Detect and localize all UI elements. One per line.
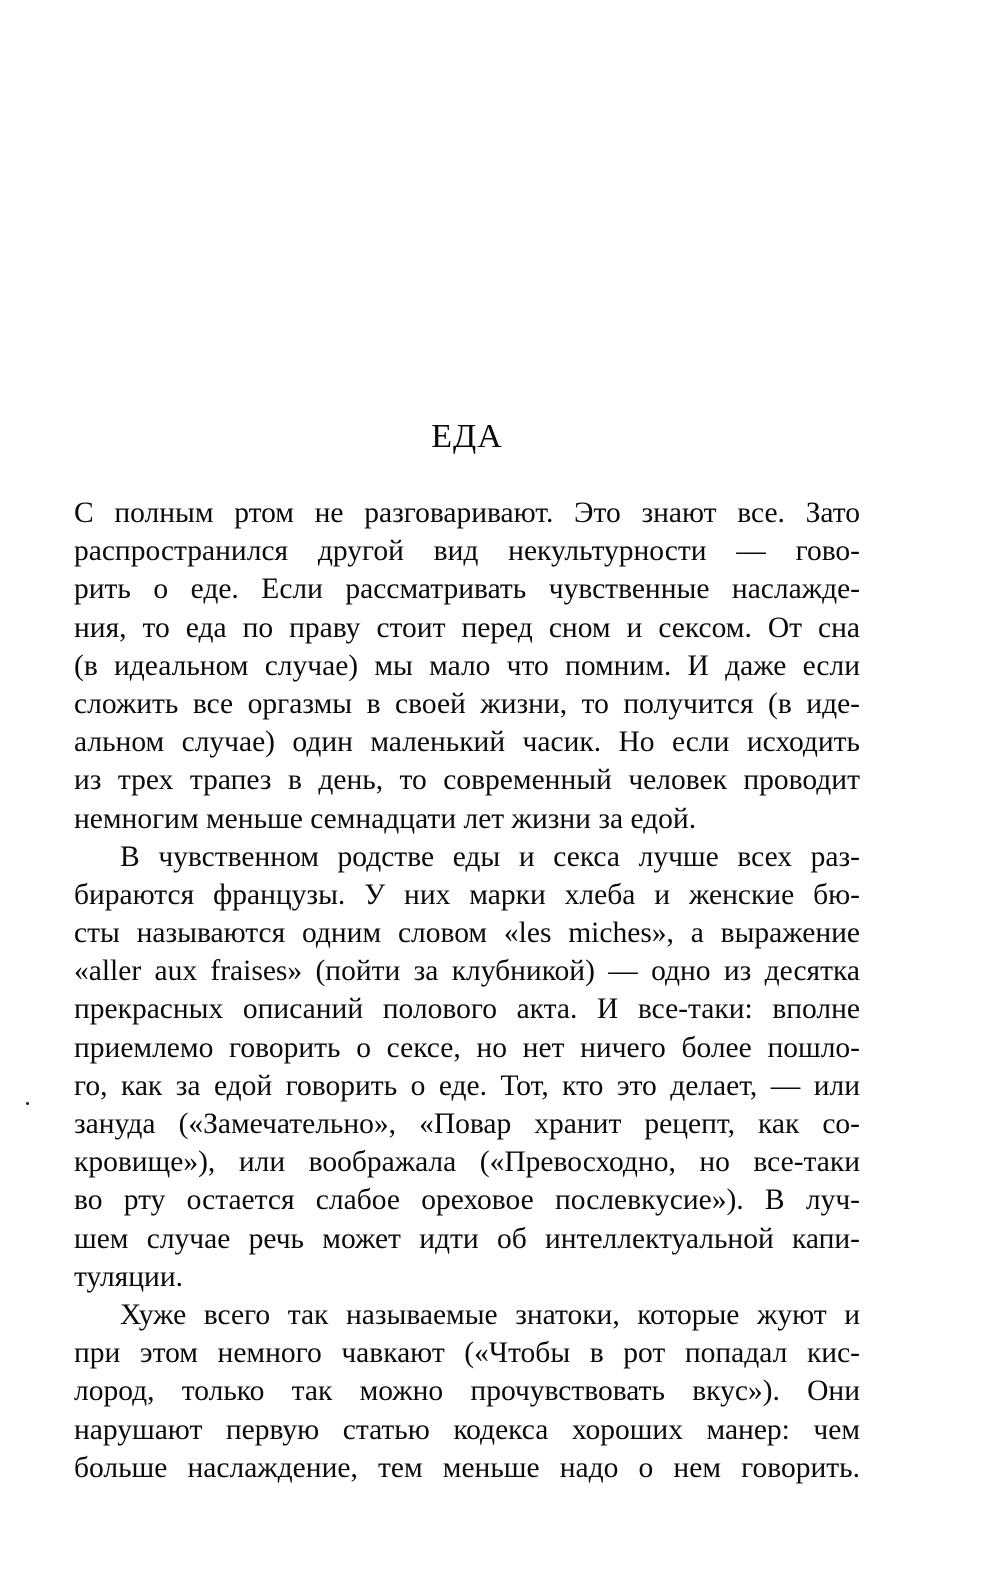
body-text xyxy=(74,494,860,1487)
paragraph-1-line: С полным ртом не разговаривают. Это знают все. Зато xyxy=(74,497,860,529)
paragraph-2-line: туляции. xyxy=(74,1260,183,1293)
paragraph-2-line: зануда («Замечательно», «Повар хранит рецепт, как со- xyxy=(74,1108,860,1140)
paragraph-2-line: «aller aux fraises» (пойти за клубникой) — одно из десятка xyxy=(74,955,860,988)
paragraph-3-line: Хуже всего так называемые знатоки, которые жуют и xyxy=(120,1298,860,1331)
paragraph-2-line: во рту остается слабое ореховое послевкусие»). В луч- xyxy=(74,1184,860,1217)
paragraph-1-line: немногим меньше семнадцати лет жизни за едой. xyxy=(74,802,697,835)
paragraph-1-line: распространился другой вид некультурности — гово- xyxy=(74,535,860,568)
chapter-title: ЕДА xyxy=(431,418,503,455)
paragraph-2-line: кровище»), или воображала («Превосходно, но все-таки xyxy=(74,1146,860,1179)
paragraph-3-line: больше наслаждение, тем меньше надо о нем говорить. xyxy=(74,1451,860,1484)
paragraph-3-line: лород, только так можно прочувствовать вкус»). Они xyxy=(74,1375,860,1408)
paragraph-1-line: рить о еде. Если рассматривать чувственные наслажде- xyxy=(74,573,860,606)
print-speck xyxy=(26,1102,29,1105)
paragraph-1-line: сложить все оргазмы в своей жизни, то получится (в иде- xyxy=(74,687,860,720)
paragraph-1-line: ния, то еда по праву стоит перед сном и сексом. От сна xyxy=(74,611,860,644)
book-page xyxy=(74,0,860,1590)
paragraph-1-line: из трех трапез в день, то современный человек проводит xyxy=(74,764,860,797)
paragraph-2-line: В чувственном родстве еды и секса лучше всех раз- xyxy=(120,840,860,873)
paragraph-2-line: го, как за едой говорить о еде. Тот, кто это делает, — или xyxy=(74,1069,860,1102)
paragraph-1-line: (в идеальном случае) мы мало что помним. И даже если xyxy=(74,649,860,682)
paragraph-2-line: бираются французы. У них марки хлеба и женские бю- xyxy=(74,878,860,911)
paragraph-3-line: при этом немного чавкают («Чтобы в рот попадал кис- xyxy=(74,1337,860,1370)
paragraph-1-line: альном случае) один маленький часик. Но если исходить xyxy=(74,726,860,759)
paragraph-2-line: прекрасных описаний полового акта. И все-таки: вполне xyxy=(74,993,860,1026)
paragraph-3-line: нарушают первую статью кодекса хороших манер: чем xyxy=(74,1413,860,1446)
paragraph-2-line: сты называются одним словом «les miches», а выражение xyxy=(74,917,860,950)
paragraph-2-line: приемлемо говорить о сексе, но нет ничего более пошло- xyxy=(74,1031,860,1064)
paragraph-2-line: шем случае речь может идти об интеллектуальной капи- xyxy=(74,1222,860,1255)
